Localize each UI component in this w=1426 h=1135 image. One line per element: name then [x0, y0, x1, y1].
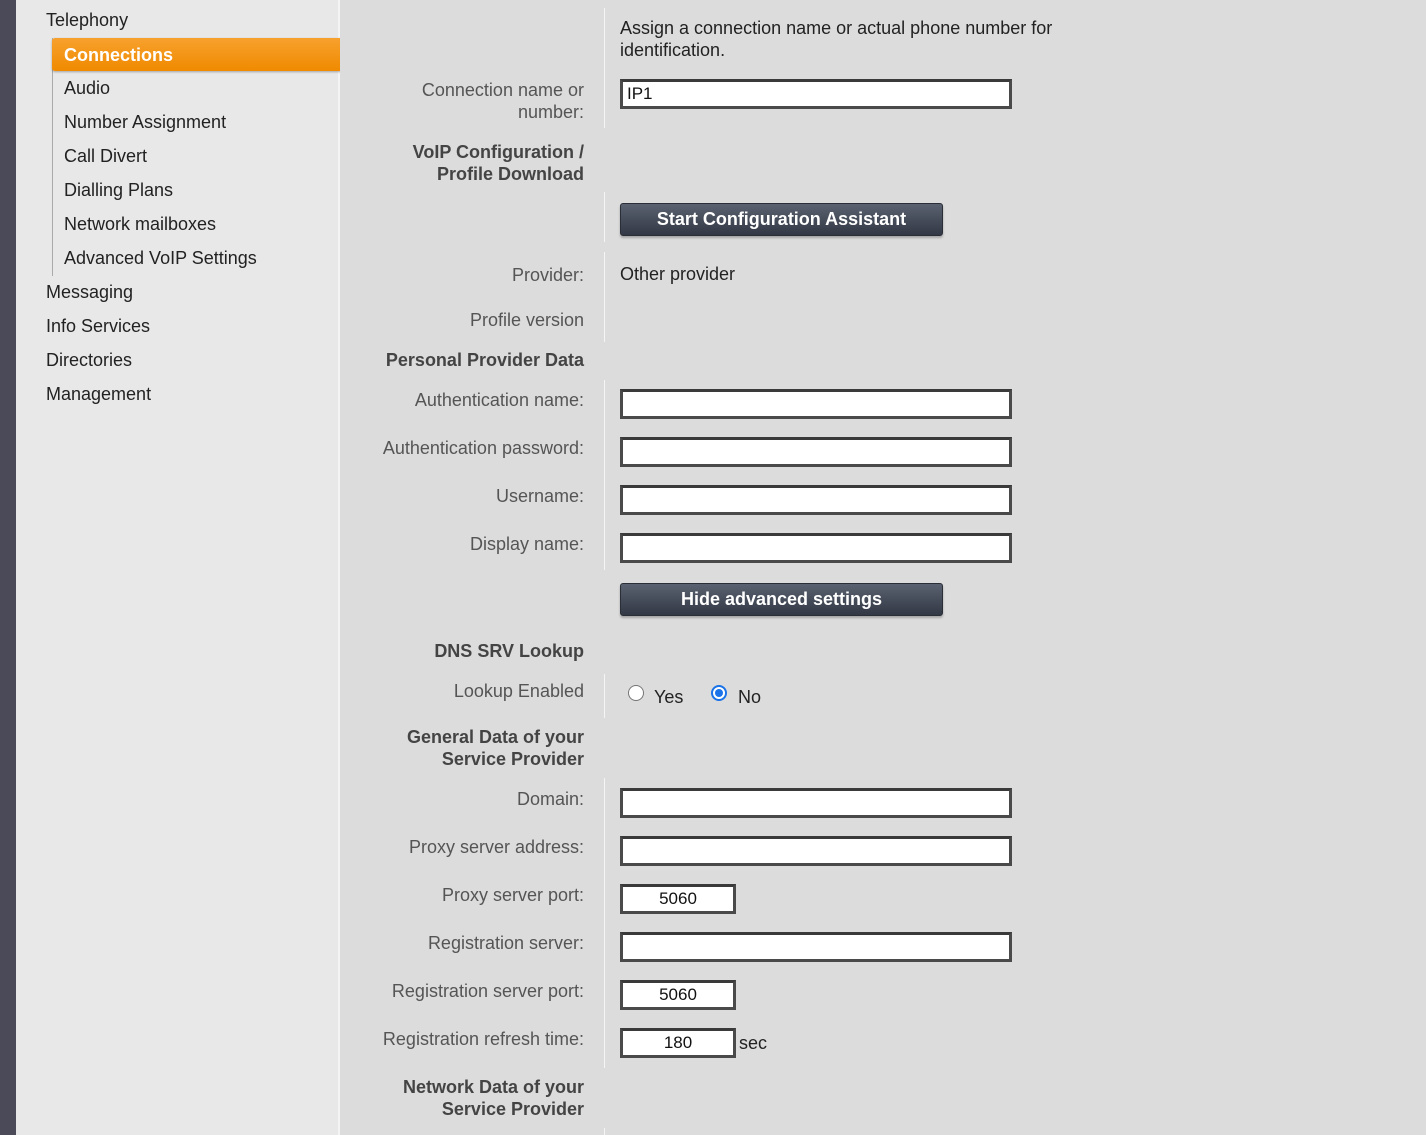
connection-settings-form: [340, 0, 1426, 1135]
registration-server-input[interactable]: [620, 932, 1012, 962]
column-divider: [604, 1128, 605, 1135]
lookup-no-radio[interactable]: [711, 685, 727, 701]
proxy-server-address-input[interactable]: [620, 836, 1012, 866]
column-divider: [604, 252, 605, 342]
sidebar: [16, 0, 340, 1135]
authentication-password-input[interactable]: [620, 437, 1012, 467]
column-divider: [604, 674, 605, 718]
window-edge: [0, 0, 16, 1135]
nav-connections-label: Connections: [64, 45, 174, 65]
profile-version-label: Profile version: [469, 310, 584, 330]
network-data-heading: Network Data of your Service Provider: [402, 1077, 584, 1119]
display-name-label: Display name:: [469, 534, 584, 554]
provider-label: Provider:: [511, 265, 584, 285]
registration-server-label: Registration server:: [427, 933, 584, 953]
refresh-unit-label: sec: [739, 1033, 768, 1053]
registration-refresh-time-input[interactable]: [620, 1028, 736, 1058]
nav-network-mailboxes[interactable]: Network mailboxes: [64, 214, 217, 234]
proxy-server-port-input[interactable]: [620, 884, 736, 914]
provider-value: Other provider: [620, 264, 736, 284]
registration-server-port-label: Registration server port:: [391, 981, 584, 1001]
hide-advanced-settings-button[interactable]: Hide advanced settings: [620, 583, 943, 616]
general-data-heading: General Data of your Service Provider: [406, 727, 584, 769]
column-divider: [604, 778, 605, 1068]
authentication-name-input[interactable]: [620, 389, 1012, 419]
nav-info-services[interactable]: Info Services: [46, 316, 151, 336]
domain-input[interactable]: [620, 788, 1012, 818]
column-divider: [604, 8, 605, 128]
nav-messaging[interactable]: Messaging: [46, 282, 134, 302]
personal-provider-data-heading: Personal Provider Data: [385, 350, 584, 370]
nav-number-assignment[interactable]: Number Assignment: [64, 112, 227, 132]
nav-dialling-plans[interactable]: Dialling Plans: [64, 180, 174, 200]
start-configuration-assistant-button[interactable]: Start Configuration Assistant: [620, 203, 943, 236]
lookup-enabled-label: Lookup Enabled: [453, 681, 584, 701]
nav-telephony[interactable]: Telephony: [46, 10, 129, 30]
authentication-password-label: Authentication password:: [382, 438, 584, 458]
nav-call-divert[interactable]: Call Divert: [64, 146, 148, 166]
lookup-yes-radio[interactable]: [628, 685, 644, 701]
proxy-server-address-label: Proxy server address:: [408, 837, 584, 857]
proxy-server-port-label: Proxy server port:: [441, 885, 584, 905]
column-divider: [604, 380, 605, 570]
dns-srv-lookup-heading: DNS SRV Lookup: [434, 641, 584, 661]
authentication-name-label: Authentication name:: [414, 390, 584, 410]
subnav-divider: [52, 38, 53, 276]
nav-advanced-voip-settings[interactable]: Advanced VoIP Settings: [64, 248, 257, 268]
column-divider: [604, 192, 605, 242]
lookup-no-label[interactable]: No: [738, 687, 762, 707]
nav-connections[interactable]: [52, 38, 347, 71]
domain-label: Domain:: [516, 789, 584, 809]
lookup-yes-label[interactable]: Yes: [654, 687, 684, 707]
nav-audio[interactable]: Audio: [64, 78, 111, 98]
info-text: Assign a connection name or actual phone number for identification.: [620, 18, 1053, 60]
nav-management[interactable]: Management: [46, 384, 152, 404]
username-input[interactable]: [620, 485, 1012, 515]
connection-name-input[interactable]: [620, 79, 1012, 109]
registration-refresh-time-label: Registration refresh time:: [382, 1029, 584, 1049]
connection-name-label: Connection name or number:: [421, 80, 584, 122]
registration-server-port-input[interactable]: [620, 980, 736, 1010]
username-label: Username:: [495, 486, 584, 506]
nav-directories[interactable]: Directories: [46, 350, 133, 370]
voip-config-heading: VoIP Configuration / Profile Download: [412, 142, 584, 184]
display-name-input[interactable]: [620, 533, 1012, 563]
